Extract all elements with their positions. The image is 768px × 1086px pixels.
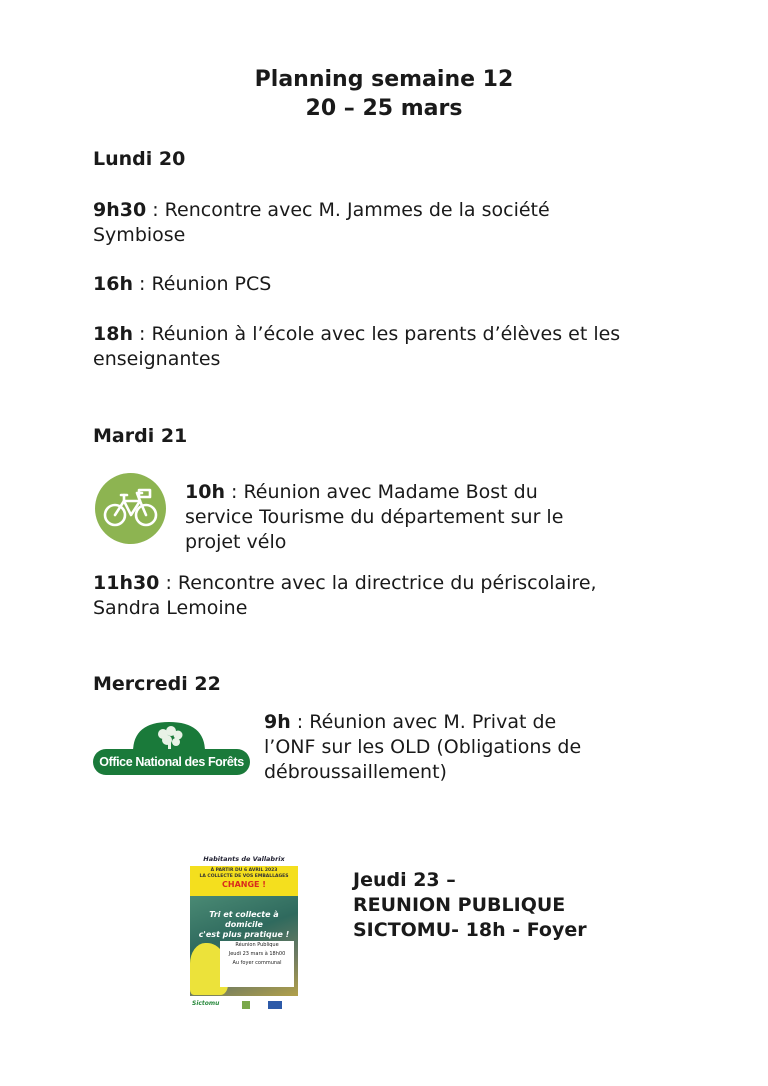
event-mercredi-9h	[264, 710, 581, 785]
event-time: 18h	[93, 323, 133, 345]
onf-logo-text: Office National des Forêts	[99, 755, 244, 769]
event-time: 11h30	[93, 572, 160, 594]
event-time: 16h	[93, 273, 133, 295]
day-heading-mercredi: Mercredi 22	[93, 673, 221, 695]
jeudi-line-2: REUNION PUBLIQUE	[353, 894, 566, 916]
poster-slogan	[194, 910, 294, 940]
poster-footer-logo: Sictomu	[192, 1000, 220, 1007]
poster-header: Habitants de Vallabrix	[203, 855, 285, 863]
event-text-cont: Symbiose	[93, 224, 186, 246]
event-text: : Réunion avec M. Privat de	[290, 711, 557, 733]
jeudi-line-3: SICTOMU- 18h - Foyer	[353, 919, 587, 941]
onf-logo	[93, 716, 250, 780]
jeudi-line-1: Jeudi 23 –	[353, 869, 456, 891]
page-title	[0, 65, 768, 123]
event-text-cont: service Tourisme du département sur le	[185, 506, 564, 528]
event-text-cont: débroussaillement)	[264, 761, 447, 783]
poster-banner	[190, 866, 298, 896]
event-time: 9h	[264, 711, 291, 733]
poster-box-line-1: Réunion Publique	[235, 942, 279, 948]
poster-partner-logo	[268, 1001, 282, 1009]
poster-subtitle: LA COLLECTE DE VOS EMBALLAGES	[199, 874, 289, 879]
event-time: 10h	[185, 481, 225, 503]
poster-footer	[190, 996, 298, 1014]
poster-info-box	[220, 941, 294, 987]
event-lundi-0930	[93, 198, 550, 248]
event-text: : Rencontre avec la directrice du périscolaire,	[159, 572, 597, 594]
title-line-1: Planning semaine 12	[254, 67, 514, 92]
poster-box-line-3: Au foyer communal	[232, 960, 282, 966]
poster-box-line-2: Jeudi 23 mars à 18h00	[228, 951, 286, 957]
event-jeudi	[353, 868, 587, 943]
event-text: : Réunion à l’école avec les parents d’élèves et les	[132, 323, 621, 345]
day-heading-mardi: Mardi 21	[93, 425, 188, 447]
event-time: 9h30	[93, 199, 147, 221]
event-text: : Réunion avec Madame Bost du	[224, 481, 538, 503]
day-heading-lundi: Lundi 20	[93, 148, 186, 170]
sictomu-poster	[190, 853, 298, 1014]
event-text: : Rencontre avec M. Jammes de la société	[146, 199, 550, 221]
poster-slogan-line-2: c'est plus pratique !	[198, 930, 290, 939]
event-lundi-16h	[93, 272, 271, 297]
event-mardi-1130	[93, 571, 597, 621]
event-text-cont: enseignantes	[93, 348, 221, 370]
event-text-cont: projet vélo	[185, 531, 287, 553]
event-mardi-10h	[185, 480, 563, 555]
event-text-cont: l’ONF sur les OLD (Obligations de	[264, 736, 582, 758]
poster-date: À PARTIR DU 6 AVRIL 2023	[210, 868, 278, 873]
event-text-cont: Sandra Lemoine	[93, 597, 248, 619]
bicycle-svg	[95, 473, 166, 544]
event-text: : Réunion PCS	[132, 273, 272, 295]
event-lundi-18h	[93, 322, 620, 372]
poster-partner-logo	[242, 1001, 250, 1009]
poster-change: CHANGE !	[222, 880, 266, 889]
poster-slogan-line-1: Tri et collecte à domicile	[209, 910, 279, 929]
bicycle-icon	[95, 473, 166, 544]
title-line-2: 20 – 25 mars	[305, 96, 463, 121]
